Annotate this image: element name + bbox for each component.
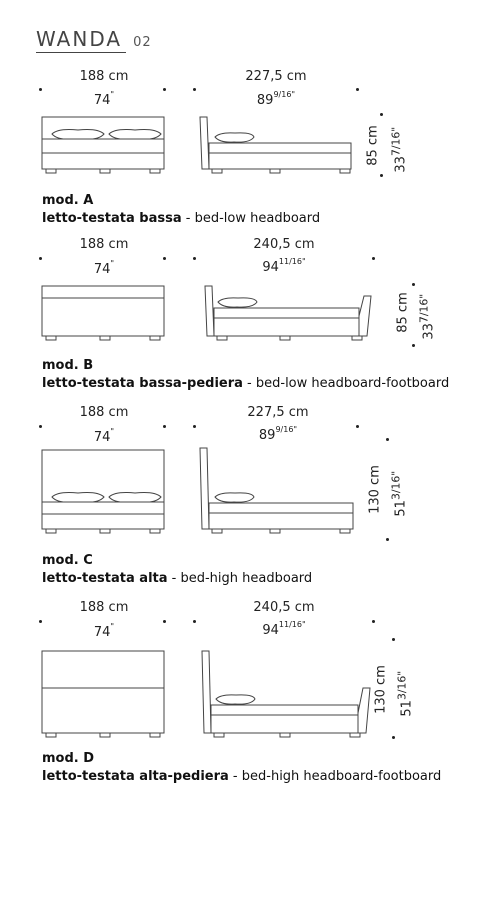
height-cm: 130 cm: [373, 665, 389, 714]
length-cm: 227,5 cm: [245, 69, 307, 84]
width-cm: 188 cm: [79, 69, 129, 84]
page-subtitle: 02: [133, 35, 152, 50]
length-in: $94^{11/16"}$: [262, 257, 306, 275]
height-in: $33^{7/16"}$: [389, 126, 409, 173]
length-in: $89^{9/16"}$: [258, 425, 298, 443]
height-cm: 85 cm: [395, 292, 411, 333]
height-cm: 85 cm: [365, 125, 381, 166]
height-in: $51^{3/16"}$: [395, 670, 415, 717]
length-in: $89^{9/16"}$: [256, 90, 296, 108]
width-cm: 188 cm: [79, 405, 129, 420]
height-cm: 130 cm: [367, 465, 383, 514]
model-description: letto-testata alta - bed-high headboard: [42, 571, 313, 586]
page-title: WANDA: [36, 27, 123, 51]
model-label: mod. D: [42, 751, 95, 766]
width-cm: 188 cm: [79, 600, 129, 615]
model-description: letto-testata alta-pediera - bed-high headboard-footboard: [42, 769, 442, 784]
model-label: mod. B: [42, 358, 94, 373]
height-in: $51^{3/16"}$: [389, 470, 409, 517]
model-description: letto-testata bassa - bed-low headboard: [42, 211, 321, 226]
height-in: $33^{7/16"}$: [417, 293, 437, 340]
model-label: mod. C: [42, 553, 93, 568]
width-in: 74": [93, 427, 115, 445]
length-cm: 227,5 cm: [247, 405, 309, 420]
model-label: mod. A: [42, 193, 94, 208]
model-description: letto-testata bassa-pediera - bed-low headboard-footboard: [42, 376, 450, 391]
length-in: $94^{11/16"}$: [262, 620, 306, 638]
length-cm: 240,5 cm: [253, 600, 315, 615]
width-cm: 188 cm: [79, 237, 129, 252]
width-in: 74": [93, 622, 115, 640]
width-in: 74": [93, 90, 115, 108]
length-cm: 240,5 cm: [253, 237, 315, 252]
width-in: 74": [93, 259, 115, 277]
